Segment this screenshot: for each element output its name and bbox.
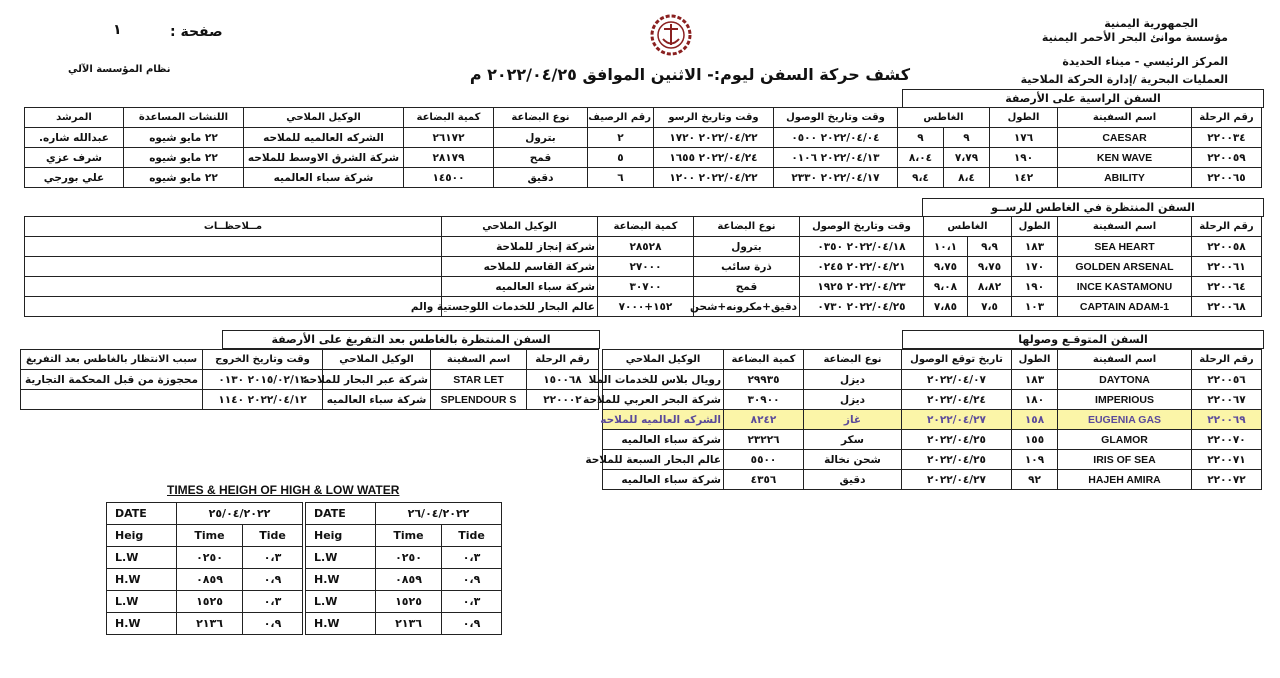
- cell: ٩٢: [1012, 470, 1058, 490]
- cell: ١٠،١: [923, 237, 967, 257]
- cell: ٢٠٢٢/٠٤/١٣ ٠١٠٦: [773, 148, 897, 168]
- berthed-table: [24, 107, 1262, 188]
- cell: H.W: [306, 569, 376, 591]
- col-voyage: رقم الرحلة: [1192, 217, 1262, 237]
- cell: ديزل: [804, 370, 902, 390]
- table-row: [603, 430, 1262, 450]
- col-tide: Tide: [442, 525, 502, 547]
- cell: ٢٠٢٢/٠٤/٢٥: [902, 430, 1012, 450]
- cell: ٠،٩: [243, 569, 303, 591]
- cell: ٠٨٥٩: [376, 569, 442, 591]
- tide-header-row: [107, 525, 303, 547]
- org-line-2: مؤسسة موانئ البحر الأحمر اليمنية: [1041, 31, 1228, 44]
- cell: غاز: [804, 410, 902, 430]
- cell: ٢٢٠٠٦٤: [1192, 277, 1262, 297]
- cell: ٠٢٥٠: [177, 547, 243, 569]
- system-label: نظام المؤسسة الآلي: [68, 64, 171, 75]
- cell: H.W: [107, 569, 177, 591]
- cell: ٢٢ مايو شيوه: [123, 128, 243, 148]
- col-agent: الوكيل الملاحي: [603, 350, 724, 370]
- tide-table-1: [106, 502, 303, 635]
- cell: CAPTAIN ADAM-1: [1058, 297, 1192, 317]
- cell: ٢٠٢٢/٠٤/٢٥ ٠٧٣٠: [799, 297, 923, 317]
- cell: شركة سباء العالميه: [603, 430, 724, 450]
- cell: ٢٠١٥/٠٢/١٢ ٠١٣٠: [203, 370, 323, 390]
- cell: سكر: [804, 430, 902, 450]
- cell: دقيق: [493, 168, 587, 188]
- table-row: [603, 390, 1262, 410]
- cell: ٨،٨٢: [968, 277, 1012, 297]
- cell: ٢٠٢٢/٠٤/٠٤ ٠٥٠٠: [773, 128, 897, 148]
- cell: [21, 390, 203, 410]
- col-agent: الوكيل الملاحي: [441, 217, 597, 237]
- cell: ١٤٥٠٠: [403, 168, 493, 188]
- table-row: [306, 613, 502, 635]
- col-cargo-qty: كمية البضاعة: [597, 217, 693, 237]
- cell: L.W: [306, 591, 376, 613]
- cell: شركة عبر البحار للملاحه: [323, 370, 431, 390]
- cell: ٢٠٢٢/٠٤/٢٥: [902, 450, 1012, 470]
- cell: ذرة سائب: [693, 257, 799, 277]
- col-ship-name: اسم السفينة: [1058, 108, 1192, 128]
- cell: SEA HEART: [1058, 237, 1192, 257]
- col-draft: الغاطس: [923, 217, 1011, 237]
- cell: شركة سباء العالميه: [243, 168, 403, 188]
- cell: ٢٢٠٠٠٢: [527, 390, 599, 410]
- cell: ٢١٣٦: [177, 613, 243, 635]
- cell: ٧،٧٩: [944, 148, 990, 168]
- waiting-unload-caption: السفن المنتظرة بالغاطس بعد التفريغ على الأرصفة: [222, 330, 600, 349]
- berthed-caption: السفن الراسية على الأرصفة: [902, 89, 1264, 108]
- waiting-unload-table: [20, 349, 599, 410]
- cell: ٢٢ مايو شيوه: [123, 168, 243, 188]
- table-row: [24, 277, 1261, 297]
- cell: ٠٢٥٠: [376, 547, 442, 569]
- cell: ABILITY: [1058, 168, 1192, 188]
- org-line-3: المركز الرئيسي - ميناء الحديدة: [1062, 55, 1228, 68]
- cell: ٢٢٠٠٥٩: [1192, 148, 1262, 168]
- cell: EUGENIA GAS: [1058, 410, 1192, 430]
- col-voyage: رقم الرحلة: [527, 350, 599, 370]
- cell: ١٠٩: [1012, 450, 1058, 470]
- cell: ٢٨١٧٩: [403, 148, 493, 168]
- col-tugs: اللنشات المساعدة: [123, 108, 243, 128]
- table-row: [306, 569, 502, 591]
- cell: [24, 297, 441, 317]
- cell: ١٧٦: [990, 128, 1058, 148]
- cell: ١٥٢٥: [177, 591, 243, 613]
- anchor-emblem-icon: [649, 13, 693, 57]
- table-row: [24, 237, 1261, 257]
- col-length: الطول: [990, 108, 1058, 128]
- waiting-anchorage-table: [24, 216, 1262, 317]
- cell: ٩،٧٥: [923, 257, 967, 277]
- cell: SPLENDOUR S: [431, 390, 527, 410]
- cell: ٧،٥: [968, 297, 1012, 317]
- cell: قمح: [693, 277, 799, 297]
- tide-date-label: DATE: [306, 503, 376, 525]
- expected-header-row: [603, 350, 1262, 370]
- col-agent: الوكيل الملاحي: [243, 108, 403, 128]
- cell: بترول: [493, 128, 587, 148]
- col-voyage: رقم الرحلة: [1192, 350, 1262, 370]
- cell: عبدالله شاره.: [24, 128, 123, 148]
- cell: H.W: [306, 613, 376, 635]
- cell: ١٨٠: [1012, 390, 1058, 410]
- cell: عالم البحار للخدمات اللوجستية والم: [441, 297, 597, 317]
- cell: ٢٢٠٠٥٨: [1192, 237, 1262, 257]
- cell: ٢٠٢٢/٠٤/٢٤ ١٦٥٥: [653, 148, 773, 168]
- cell: ٠٨٥٩: [177, 569, 243, 591]
- col-cargo-type: نوع البضاعة: [493, 108, 587, 128]
- cell: ٢: [587, 128, 653, 148]
- cell: ٢٢٠٠٧١: [1192, 450, 1262, 470]
- cell: ٨،٠٤: [897, 148, 943, 168]
- cell: ٢٠٢٢/٠٤/٢٣ ١٩٢٥: [799, 277, 923, 297]
- table-row: [24, 148, 1261, 168]
- cell: ٩،٧٥: [968, 257, 1012, 277]
- cell: ١٩٠: [990, 148, 1058, 168]
- col-pilot: المرشد: [24, 108, 123, 128]
- tide-date: ٢٦/٠٤/٢٠٢٢: [376, 503, 502, 525]
- table-row: [603, 450, 1262, 470]
- cell: ٢٠٢٢/٠٤/٢٤: [902, 390, 1012, 410]
- cell: ٢٠٢٢/٠٤/٢٧: [902, 470, 1012, 490]
- cell: H.W: [107, 613, 177, 635]
- cell: ٢٠٢٢/٠٤/٢١ ٠٢٤٥: [799, 257, 923, 277]
- cell: ٢٨٥٢٨: [597, 237, 693, 257]
- cell: ١٨٣: [1012, 370, 1058, 390]
- cell: ٣٠٧٠٠: [597, 277, 693, 297]
- cell: CAESAR: [1058, 128, 1192, 148]
- cell: ٥: [587, 148, 653, 168]
- cell: STAR LET: [431, 370, 527, 390]
- cell: ٠،٣: [243, 547, 303, 569]
- col-time: Time: [177, 525, 243, 547]
- cell: ٠،٣: [442, 591, 502, 613]
- cell: ٥٥٠٠: [724, 450, 804, 470]
- cell: شركة سباء العالميه: [441, 277, 597, 297]
- cell: ٢٠٢٢/٠٤/٢٢ ١٢٠٠: [653, 168, 773, 188]
- cell: دقيق+مكرونه+شحن: [693, 297, 799, 317]
- col-wait-reason: سبب الانتظار بالغاطس بعد التفريغ: [21, 350, 203, 370]
- cell: GLAMOR: [1058, 430, 1192, 450]
- cell: ١٤٢: [990, 168, 1058, 188]
- waiting-unload-header-row: [21, 350, 599, 370]
- col-ship-name: اسم السفينة: [1058, 350, 1192, 370]
- cell: شركة القاسم للملاحه: [441, 257, 597, 277]
- table-row: [107, 591, 303, 613]
- cell: علي بورجي: [24, 168, 123, 188]
- cell: ٢٠٢٢/٠٤/١٨ ٠٣٥٠: [799, 237, 923, 257]
- waiting-anchorage-header-row: [24, 217, 1261, 237]
- col-voyage: رقم الرحلة: [1192, 108, 1262, 128]
- page-number: ١: [113, 22, 122, 38]
- table-row-highlighted: [603, 410, 1262, 430]
- cell: ١٩٠: [1012, 277, 1058, 297]
- table-row: [24, 297, 1261, 317]
- cell: ٠،٣: [243, 591, 303, 613]
- cell: ٩،٤: [897, 168, 943, 188]
- col-cargo-type: نوع البضاعة: [693, 217, 799, 237]
- cell: ١٥٨: [1012, 410, 1058, 430]
- cell: ٢١٣٦: [376, 613, 442, 635]
- col-heig: Heig: [306, 525, 376, 547]
- col-arrival: وقت وتاريخ الوصول: [799, 217, 923, 237]
- cell: ١٥٥: [1012, 430, 1058, 450]
- cell: ٢٢٠٠٦٥: [1192, 168, 1262, 188]
- page-title: كشف حركة السفن ليوم:- الاثنين الموافق ٢٠٢٢/٠٤/٢٥ م: [469, 65, 910, 84]
- tide-date-row: [306, 503, 502, 525]
- col-time: Time: [376, 525, 442, 547]
- cell: شركة الشرق الاوسط للملاحه: [243, 148, 403, 168]
- berthed-header-row: [24, 108, 1261, 128]
- cell: ٢٠٢٢/٠٤/٠٧: [902, 370, 1012, 390]
- cell: قمح: [493, 148, 587, 168]
- cell: الشركه العالميه للملاحه: [603, 410, 724, 430]
- cell: ٠،٩: [442, 569, 502, 591]
- cell: ٢٢٠٠٦٩: [1192, 410, 1262, 430]
- cell: ٢٠٢٢/٠٤/١٧ ٢٣٣٠: [773, 168, 897, 188]
- org-header: [1021, 17, 1228, 87]
- table-row: [603, 470, 1262, 490]
- table-row: [306, 547, 502, 569]
- cell: DAYTONA: [1058, 370, 1192, 390]
- cell: [24, 277, 441, 297]
- cell: KEN WAVE: [1058, 148, 1192, 168]
- cell: ١٧٠: [1012, 257, 1058, 277]
- cell: ٩: [897, 128, 943, 148]
- col-heig: Heig: [107, 525, 177, 547]
- cell: شحن نخالة: [804, 450, 902, 470]
- cell: الشركه العالميه للملاحه: [243, 128, 403, 148]
- col-draft: الغاطس: [897, 108, 989, 128]
- cell: ٢٢٠٠٦٨: [1192, 297, 1262, 317]
- cell: عالم البحار السبعة للملاحة: [603, 450, 724, 470]
- cell: ٢٦١٧٢: [403, 128, 493, 148]
- col-berth-no: رقم الرصيف: [587, 108, 653, 128]
- cell: ٩،٩: [968, 237, 1012, 257]
- cell: ٩،٠٨: [923, 277, 967, 297]
- col-berthing: وقت وتاريخ الرسو: [653, 108, 773, 128]
- cell: ١٥٢٥: [376, 591, 442, 613]
- col-arrival: وقت وتاريخ الوصول: [773, 108, 897, 128]
- cell: ٢٢٠٠٦٧: [1192, 390, 1262, 410]
- col-eta: تاريخ توقع الوصول: [902, 350, 1012, 370]
- cell: دقيق: [804, 470, 902, 490]
- cell: L.W: [107, 547, 177, 569]
- cell: [24, 237, 441, 257]
- cell: ٢٠٢٢/٠٤/٢٢ ١٧٢٠: [653, 128, 773, 148]
- cell: ٠،٣: [442, 547, 502, 569]
- cell: شركة سباء العالميه: [323, 390, 431, 410]
- expected-caption: السفن المتوقـع وصولها: [902, 330, 1264, 349]
- table-row: [306, 591, 502, 613]
- cell: محجوزة من قبل المحكمة التجارية: [21, 370, 203, 390]
- waiting-anchorage-caption: السفن المنتظرة في الغاطس للرســو: [922, 198, 1264, 217]
- cell: شركة إنجاز للملاحة: [441, 237, 597, 257]
- cell: L.W: [107, 591, 177, 613]
- cell: GOLDEN ARSENAL: [1058, 257, 1192, 277]
- table-row: [107, 613, 303, 635]
- cell: IMPERIOUS: [1058, 390, 1192, 410]
- table-row: [24, 257, 1261, 277]
- cell: INCE KASTAMONU: [1058, 277, 1192, 297]
- org-line-4: العمليات البحرية /إدارة الحركة الملاحية: [1020, 73, 1228, 86]
- col-cargo-type: نوع البضاعة: [804, 350, 902, 370]
- cell: ٢٩٩٣٥: [724, 370, 804, 390]
- tides-title: TIMES & HEIGH OF HIGH & LOW WATER: [167, 483, 400, 497]
- cell: شركة البحر العربي للملاحة: [603, 390, 724, 410]
- cell: ٢٠٢٢/٠٤/١٢ ١١٤٠: [203, 390, 323, 410]
- col-tide: Tide: [243, 525, 303, 547]
- cell: IRIS OF SEA: [1058, 450, 1192, 470]
- cell: ٦: [587, 168, 653, 188]
- cell: رويال بلاس للخدمات الملا: [603, 370, 724, 390]
- col-ship-name: اسم السفينة: [1058, 217, 1192, 237]
- cell: ٨،٤: [944, 168, 990, 188]
- col-agent: الوكيل الملاحي: [323, 350, 431, 370]
- tide-date-label: DATE: [107, 503, 177, 525]
- cell: ١٥٢+٧٠٠٠: [597, 297, 693, 317]
- tide-header-row: [306, 525, 502, 547]
- cell: ٠،٩: [243, 613, 303, 635]
- cell: ٨٢٤٢: [724, 410, 804, 430]
- cell: ٠،٩: [442, 613, 502, 635]
- cell: HAJEH AMIRA: [1058, 470, 1192, 490]
- cell: ١٠٣: [1012, 297, 1058, 317]
- col-cargo-qty: كمية البضاعة: [724, 350, 804, 370]
- cell: شرف عزي: [24, 148, 123, 168]
- cell: ٢٢٠٠٦١: [1192, 257, 1262, 277]
- cell: ٢٠٢٢/٠٤/٢٧: [902, 410, 1012, 430]
- cell: ٢٧٠٠٠: [597, 257, 693, 277]
- tide-date-row: [107, 503, 303, 525]
- cell: ١٥٠٠٦٨: [527, 370, 599, 390]
- col-cargo-qty: كمية البضاعة: [403, 108, 493, 128]
- cell: ٢٢٠٠٧٢: [1192, 470, 1262, 490]
- table-row: [603, 370, 1262, 390]
- cell: ديزل: [804, 390, 902, 410]
- tide-date: ٢٥/٠٤/٢٠٢٢: [177, 503, 303, 525]
- table-row: [21, 370, 599, 390]
- cell: ١٨٣: [1012, 237, 1058, 257]
- cell: L.W: [306, 547, 376, 569]
- cell: شركة سباء العالميه: [603, 470, 724, 490]
- cell: ٢٢ مايو شيوه: [123, 148, 243, 168]
- tide-table-2: [305, 502, 502, 635]
- cell: ٢٢٠٠٥٦: [1192, 370, 1262, 390]
- cell: ٩: [944, 128, 990, 148]
- org-line-1: الجمهورية اليمنية: [1104, 17, 1198, 30]
- cell: بترول: [693, 237, 799, 257]
- cell: ٤٣٥٦: [724, 470, 804, 490]
- cell: [24, 257, 441, 277]
- table-row: [21, 390, 599, 410]
- table-row: [24, 128, 1261, 148]
- col-notes: مــلاحظــات: [24, 217, 441, 237]
- page-label: صفحة :: [170, 24, 223, 40]
- cell: ٢٢٠٠٣٤: [1192, 128, 1262, 148]
- cell: ٣٠٩٠٠: [724, 390, 804, 410]
- expected-table: [583, 349, 1262, 490]
- cell: ٧،٨٥: [923, 297, 967, 317]
- table-row: [24, 168, 1261, 188]
- col-ship-name: اسم السفينة: [431, 350, 527, 370]
- cell: ٢٢٠٠٧٠: [1192, 430, 1262, 450]
- table-row: [107, 569, 303, 591]
- table-row: [107, 547, 303, 569]
- col-length: الطول: [1012, 217, 1058, 237]
- col-length: الطول: [1012, 350, 1058, 370]
- cell: ٢٣٢٢٦: [724, 430, 804, 450]
- col-departure: وقت وتاريخ الخروج: [203, 350, 323, 370]
